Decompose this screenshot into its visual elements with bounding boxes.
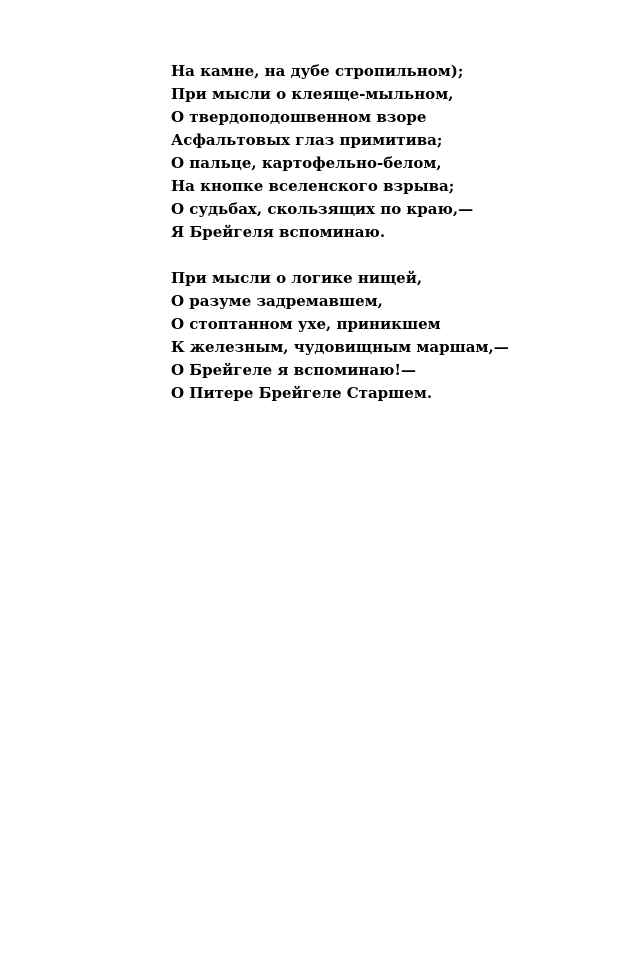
poem-line: При мысли о логике нищей,	[171, 269, 423, 287]
stanza-2	[171, 267, 591, 405]
poem-line: Асфальтовых глаз примитива;	[171, 131, 443, 149]
poem-line: О разуме задремавшем,	[171, 292, 383, 310]
poem-line: О судьбах, скользящих по краю,—	[171, 200, 474, 218]
poem-line: При мысли о клеяще-мыльном,	[171, 85, 454, 103]
poem-line: На камне, на дубе стропильном);	[171, 62, 464, 80]
poem-line: О твердоподошвенном взоре	[171, 108, 427, 126]
stanza-1	[171, 60, 591, 244]
poem-line: О Брейгеле я вспоминаю!—	[171, 361, 417, 379]
poem-text	[171, 60, 591, 405]
poem-line: О стоптанном ухе, приникшем	[171, 315, 441, 333]
poem-line: Я Брейгеля вспоминаю.	[171, 223, 386, 241]
poem-line: О Питере Брейгеле Старшем.	[171, 384, 433, 402]
poem-line: На кнопке вселенского взрыва;	[171, 177, 455, 195]
poem-line: О пальце, картофельно-белом,	[171, 154, 442, 172]
poem-line: К железным, чудовищным маршам,—	[171, 338, 509, 356]
